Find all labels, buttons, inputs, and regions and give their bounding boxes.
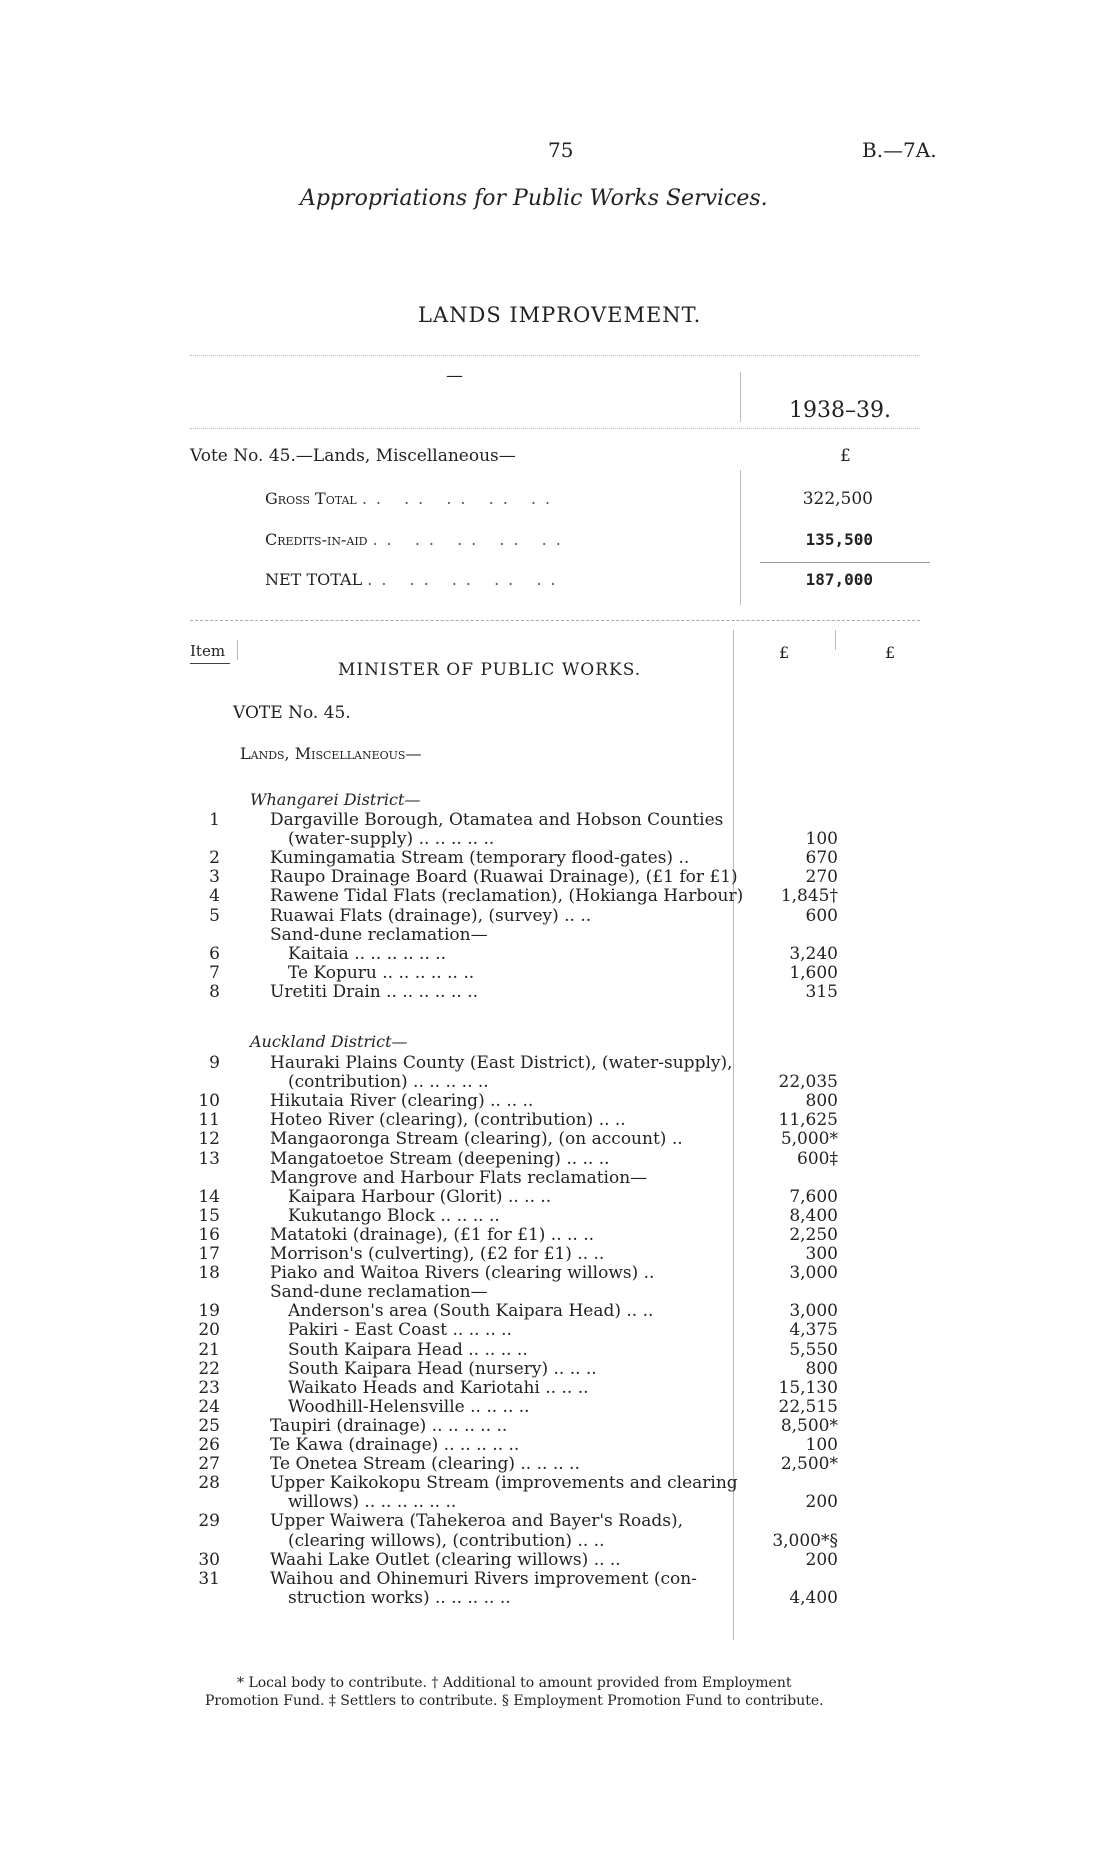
item-number: 25 [198,1415,220,1436]
item-number: 24 [198,1396,220,1417]
credits-in-aid-value: 135,500 [805,530,873,549]
item-description: Uretiti Drain .. .. .. .. .. .. [270,981,479,1002]
item-amount: 3,240 [789,943,838,964]
item-description: Woodhill-Helensville .. .. .. .. [288,1396,530,1417]
item-amount: 5,000* [780,1129,838,1150]
item-number: 23 [198,1377,220,1398]
section-heading: Lands, Miscellaneous— [240,744,422,763]
item-description: (clearing willows), (contribution) .. .. [288,1530,605,1551]
item-number: 10 [198,1091,220,1112]
sum-underline [760,562,930,563]
item-column-divider [237,640,238,660]
item-number: 31 [198,1568,220,1589]
item-number: 5 [209,905,220,926]
item-amount: 22,515 [778,1396,838,1417]
item-number: 19 [198,1301,220,1322]
item-amount: 1,600 [789,962,838,983]
item-description: Hoteo River (clearing), (contribution) .. .. [270,1110,626,1131]
year-heading: 1938–39. [789,398,891,423]
item-amount: 270 [805,867,838,888]
item-number: 8 [209,981,220,1002]
item-description: Pakiri - East Coast .. .. .. .. [288,1320,512,1341]
item-description: struction works) .. .. .. .. .. [288,1587,511,1608]
leaders: .. .. .. .. .. [372,530,570,549]
table-row [0,981,1114,1003]
item-amount: 8,500* [780,1415,838,1436]
item-description: Anderson's area (South Kaipara Head) .. .. [288,1301,654,1322]
item-description: (contribution) .. .. .. .. .. [288,1072,489,1093]
item-description: Hauraki Plains County (East District), (water-supply), [270,1053,733,1073]
footnote-line-1: * Local body to contribute. † Additional to amount provided from Employment [237,1675,792,1691]
item-number: 13 [198,1148,220,1169]
item-number: 18 [198,1263,220,1284]
item-description: Te Kawa (drainage) .. .. .. .. .. [270,1435,520,1455]
item-number: 14 [198,1186,220,1207]
item-amount: 2,250 [789,1224,838,1245]
item-amount: 100 [805,1435,838,1455]
item-amount: 315 [805,981,838,1002]
rule-summary-end [190,620,920,621]
item-description: Morrison's (culverting), (£2 for £1) .. .. [270,1244,605,1264]
item-description: Upper Kaikokopu Stream (improvements and clearing [270,1473,738,1494]
item-description: Sand-dune reclamation— [270,1282,488,1303]
item-amount: 800 [805,1091,838,1112]
item-number: 1 [209,810,220,830]
item-number: 21 [198,1339,220,1360]
heading-dash: — [446,366,463,386]
item-amount: 600‡ [797,1148,838,1169]
item-amount: 100 [805,829,838,850]
credits-in-aid-text: Credits-in-aid [265,530,368,549]
item-description: Kaipara Harbour (Glorit) .. .. .. [288,1186,552,1207]
item-description: Hikutaia River (clearing) .. .. .. [270,1091,534,1112]
item-description: (water-supply) .. .. .. .. .. [288,829,495,850]
item-amount: 4,400 [789,1587,838,1608]
item-number: 7 [209,962,220,983]
auckland-district-heading: Auckland District— [250,1032,408,1051]
document-reference: B.—7A. [862,138,937,162]
table-row [0,1587,1114,1609]
gross-total-text: Gross Total [265,489,357,508]
item-amount: 15,130 [778,1377,838,1398]
item-amount: 22,035 [778,1072,838,1093]
item-number: 4 [209,886,220,907]
net-total-value: 187,000 [805,570,873,589]
item-number: 28 [198,1473,220,1494]
currency-column-1: £ [779,643,790,662]
item-description: willows) .. .. .. .. .. .. [288,1492,457,1513]
whangarei-district-heading: Whangarei District— [250,790,421,809]
item-amount: 8,400 [789,1205,838,1226]
net-total-text: NET TOTAL [265,570,363,589]
item-number: 12 [198,1129,220,1150]
item-amount: 670 [805,848,838,869]
amount-column-divider-2 [835,630,836,650]
item-amount: 2,500* [780,1454,838,1475]
item-description: Te Kopuru .. .. .. .. .. .. [288,962,475,983]
item-description: Ruawai Flats (drainage), (survey) .. .. [270,905,592,926]
item-description: Mangaoronga Stream (clearing), (on account) .. [270,1129,683,1150]
rule-year [190,428,920,429]
year-column-divider [740,372,741,422]
item-description: Upper Waiwera (Tahekeroa and Bayer's Roads), [270,1511,683,1532]
item-number: 6 [209,943,220,964]
item-number: 15 [198,1205,220,1226]
item-description: South Kaipara Head .. .. .. .. [288,1339,528,1360]
item-description: Waahi Lake Outlet (clearing willows) .. .. [270,1549,621,1570]
item-number: 3 [209,867,220,888]
item-description: Kumingamatia Stream (temporary flood-gates) .. [270,848,690,869]
summary-column-divider [740,470,741,605]
item-amount: 11,625 [778,1110,838,1131]
item-description: Sand-dune reclamation— [270,924,488,945]
currency-symbol: £ [840,446,851,466]
item-number: 30 [198,1549,220,1570]
item-description: Taupiri (drainage) .. .. .. .. .. [270,1415,508,1436]
item-amount: 3,000 [789,1263,838,1284]
item-amount: 3,000*§ [772,1530,838,1551]
item-amount: 800 [805,1358,838,1379]
item-column-header: Item [190,642,226,660]
item-description: Mangrove and Harbour Flats reclamation— [270,1167,648,1188]
vote-heading: VOTE No. 45. [233,703,351,723]
credits-in-aid-label [265,530,570,549]
item-description: Dargaville Borough, Otamatea and Hobson Counties [270,810,724,830]
item-amount: 5,550 [789,1339,838,1360]
item-description: Raupo Drainage Board (Ruawai Drainage), (£1 for £1) [270,867,738,888]
item-description: Rawene Tidal Flats (reclamation), (Hokianga Harbour) [270,886,744,907]
item-amount: 3,000 [789,1301,838,1322]
leaders: .. .. .. .. .. [361,489,560,508]
vote-summary-line: Vote No. 45.—Lands, Miscellaneous— [190,446,516,466]
item-description: South Kaipara Head (nursery) .. .. .. [288,1358,597,1379]
item-number: 29 [198,1511,220,1532]
page-title: LANDS IMPROVEMENT. [418,303,702,327]
item-number: 2 [209,848,220,869]
item-amount: 7,600 [789,1186,838,1207]
item-description: Kaitaia .. .. .. .. .. .. [288,943,447,964]
item-amount: 4,375 [789,1320,838,1341]
item-amount: 300 [805,1244,838,1264]
minister-heading: MINISTER OF PUBLIC WORKS. [338,660,642,680]
item-description: Waikato Heads and Kariotahi .. .. .. [288,1377,589,1398]
page-subtitle: Appropriations for Public Works Services. [300,186,768,211]
gross-total-label [265,489,559,508]
item-number: 26 [198,1435,220,1455]
item-amount: 600 [805,905,838,926]
item-description: Matatoki (drainage), (£1 for £1) .. .. .. [270,1224,595,1245]
item-amount: 1,845† [780,886,838,907]
item-description: Te Onetea Stream (clearing) .. .. .. .. [270,1454,580,1475]
gross-total-value: 322,500 [802,489,873,509]
rule-top [190,355,920,356]
item-number: 22 [198,1358,220,1379]
item-number: 9 [209,1053,220,1073]
item-number: 11 [198,1110,220,1131]
page-number: 75 [548,138,574,162]
leaders: .. .. .. .. .. [367,570,565,589]
item-number: 17 [198,1244,220,1264]
footnote-line-2: Promotion Fund. ‡ Settlers to contribute. § Employment Promotion Fund to contribute. [205,1693,824,1709]
item-number: 27 [198,1454,220,1475]
item-description: Piako and Waitoa Rivers (clearing willows) .. [270,1263,655,1284]
item-description: Kukutango Block .. .. .. .. [288,1205,500,1226]
item-amount: 200 [805,1549,838,1570]
item-header-rule [190,663,230,664]
net-total-label [265,570,565,589]
item-description: Waihou and Ohinemuri Rivers improvement (con- [270,1568,697,1589]
item-number: 20 [198,1320,220,1341]
item-description: Mangatoetoe Stream (deepening) .. .. .. [270,1148,610,1169]
item-number: 16 [198,1224,220,1245]
item-amount: 200 [805,1492,838,1513]
currency-column-2: £ [885,643,896,662]
